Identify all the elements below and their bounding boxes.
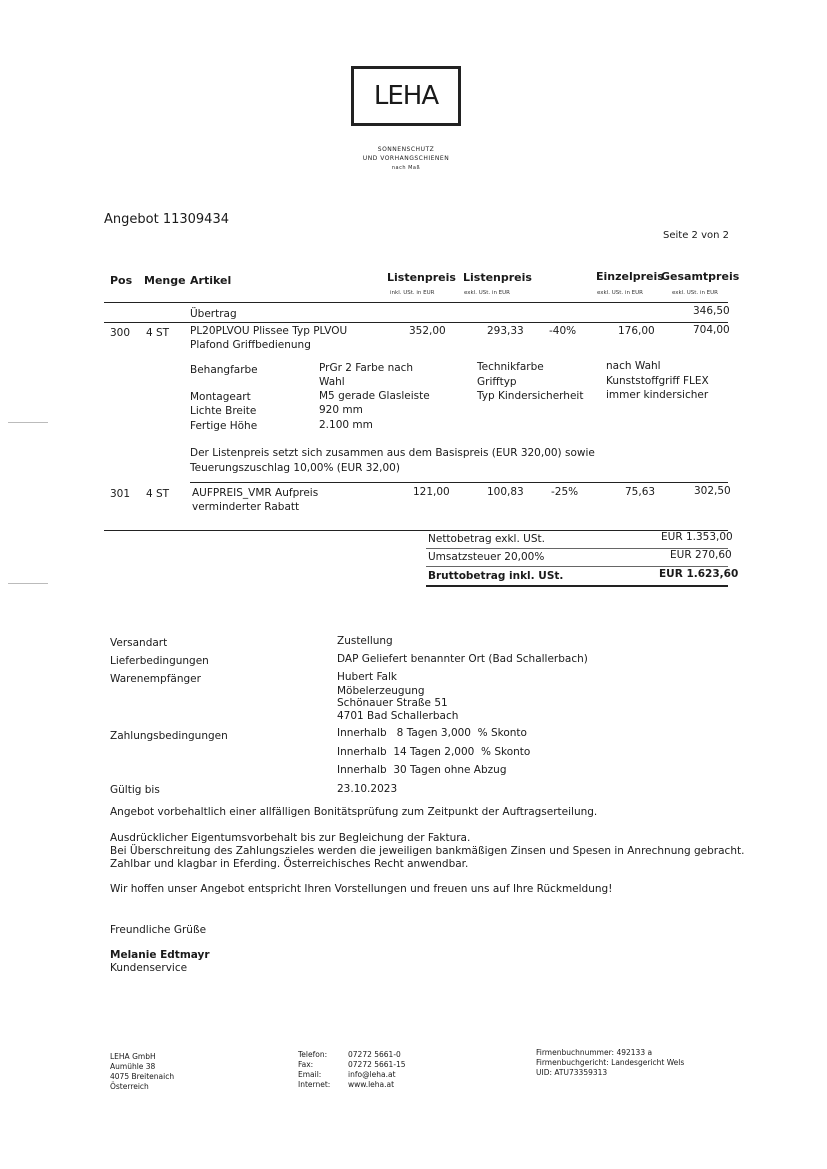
attr-value: 920 mm bbox=[319, 404, 363, 416]
footer-company-line: 4075 Breitenaich bbox=[110, 1072, 175, 1081]
empfaenger-line: Möbelerzeugung bbox=[337, 685, 425, 697]
header-divider bbox=[104, 302, 728, 303]
uebertrag-label: Übertrag bbox=[190, 308, 237, 320]
footer-company-line: Aumühle 38 bbox=[110, 1062, 156, 1071]
footer-register-line: Firmenbuchnummer: 492133 a bbox=[536, 1048, 653, 1057]
attr-label: Fertige Höhe bbox=[190, 420, 258, 432]
header-listenpreis-exkl-sub: exkl. USt. in EUR bbox=[464, 290, 511, 296]
item-rabatt: -40% bbox=[549, 325, 577, 337]
item-listenpreis-inkl: 121,00 bbox=[413, 486, 450, 498]
footer-contact-values bbox=[348, 1050, 406, 1090]
item-note-line2: Teuerungszuschlag 10,00% (EUR 32,00) bbox=[190, 462, 400, 474]
versandart-label: Versandart bbox=[110, 637, 168, 649]
item-listenpreis-exkl: 293,33 bbox=[487, 325, 524, 337]
header-artikel: Artikel bbox=[190, 274, 232, 287]
attr-label: Technikfarbe bbox=[477, 361, 544, 373]
footer-website: www.leha.at bbox=[348, 1080, 395, 1089]
fold-mark bbox=[8, 583, 48, 584]
item-gesamtpreis: 704,00 bbox=[693, 324, 730, 336]
attr-value: PrGr 2 Farbe nach bbox=[319, 362, 414, 374]
header-gesamtpreis-sub: exkl. USt. in EUR bbox=[672, 290, 719, 296]
footer-email: info@leha.at bbox=[348, 1070, 396, 1079]
page-info: Seite 2 von 2 bbox=[663, 230, 729, 241]
attr-label: Lichte Breite bbox=[190, 405, 257, 417]
attr-value: nach Wahl bbox=[606, 360, 661, 372]
brutto-value: EUR 1.623,60 bbox=[659, 568, 739, 580]
footer-fax: 07272 5661-15 bbox=[348, 1060, 406, 1069]
footer-company-line: LEHA GmbH bbox=[110, 1052, 156, 1061]
ust-value: EUR 270,60 bbox=[670, 549, 732, 561]
footer-company-line: Österreich bbox=[110, 1082, 149, 1091]
brutto-label: Bruttobetrag inkl. USt. bbox=[428, 570, 564, 582]
footer-contact-label: Internet: bbox=[298, 1080, 331, 1089]
attr-value: Kunststoffgriff FLEX bbox=[606, 375, 709, 387]
signer-department: Kundenservice bbox=[110, 962, 188, 974]
item-divider bbox=[190, 482, 728, 483]
attr-label: Typ Kindersicherheit bbox=[477, 390, 584, 402]
body-paragraph: Wir hoffen unser Angebot entspricht Ihren Vorstellungen und freuen uns auf Ihre Rückmeldung! bbox=[110, 883, 613, 895]
item-einzelpreis: 75,63 bbox=[625, 486, 656, 498]
item-listenpreis-exkl: 100,83 bbox=[487, 486, 524, 498]
totals-divider bbox=[426, 566, 728, 567]
item-pos: 300 bbox=[110, 327, 131, 339]
header-listenpreis-exkl: Listenpreis bbox=[463, 271, 532, 284]
fold-mark bbox=[8, 422, 48, 423]
footer-contact-label: Telefon: bbox=[298, 1050, 328, 1059]
netto-label: Nettobetrag exkl. USt. bbox=[428, 533, 545, 545]
gueltig-value: 23.10.2023 bbox=[337, 783, 398, 795]
item-artikel-line2: Plafond Griffbedienung bbox=[190, 339, 311, 351]
item-menge: 4 ST bbox=[146, 327, 170, 339]
logo-text: LEHA bbox=[373, 81, 439, 111]
attr-value: 2.100 mm bbox=[319, 419, 373, 431]
footer-contact-label: Email: bbox=[298, 1070, 322, 1079]
item-artikel-line1: AUFPREIS_VMR Aufpreis bbox=[192, 487, 319, 499]
logo-tagline-1: SONNENSCHUTZ bbox=[377, 146, 435, 153]
body-paragraph: Ausdrücklicher Eigentumsvorbehalt bis zur Begleichung der Faktura. bbox=[110, 832, 471, 844]
zahlung-line: Innerhalb 30 Tagen ohne Abzug bbox=[337, 764, 507, 776]
attr-value: Wahl bbox=[319, 376, 345, 388]
versandart-value: Zustellung bbox=[337, 635, 393, 647]
attr-value: immer kindersicher bbox=[606, 389, 709, 401]
footer-register-line: Firmenbuchgericht: Landesgericht Wels bbox=[536, 1058, 685, 1067]
gueltig-label: Gültig bis bbox=[110, 784, 160, 796]
empfaenger-line: Schönauer Straße 51 bbox=[337, 697, 448, 709]
document-title: Angebot 11309434 bbox=[104, 212, 229, 227]
header-listenpreis-inkl-sub: inkl. USt. in EUR bbox=[390, 290, 435, 296]
item-note-line1: Der Listenpreis setzt sich zusammen aus dem Basispreis (EUR 320,00) sowie bbox=[190, 447, 595, 459]
empfaenger-label: Warenempfänger bbox=[110, 673, 201, 685]
zahlung-label: Zahlungsbedingungen bbox=[110, 730, 228, 742]
attr-label: Behangfarbe bbox=[190, 364, 258, 376]
header-listenpreis-inkl: Listenpreis bbox=[387, 271, 456, 284]
item-gesamtpreis: 302,50 bbox=[694, 485, 731, 497]
header-pos: Pos bbox=[110, 274, 133, 287]
greeting: Freundliche Grüße bbox=[110, 924, 207, 936]
item-einzelpreis: 176,00 bbox=[618, 325, 655, 337]
signer-name: Melanie Edtmayr bbox=[110, 949, 210, 961]
header-menge: Menge bbox=[144, 274, 186, 287]
liefer-label: Lieferbedingungen bbox=[110, 655, 209, 667]
body-paragraph: Angebot vorbehaltlich einer allfälligen Bonitätsprüfung zum Zeitpunkt der Auftragserteilung. bbox=[110, 806, 598, 818]
footer-register-line: UID: ATU73359313 bbox=[536, 1068, 608, 1077]
footer-phone: 07272 5661-0 bbox=[348, 1050, 401, 1059]
header-einzelpreis-sub: exkl. USt. in EUR bbox=[597, 290, 644, 296]
attr-label: Grifftyp bbox=[477, 376, 517, 388]
footer-contact-label: Fax: bbox=[298, 1060, 314, 1069]
item-artikel-line1: PL20PLVOU Plissee Typ PLVOU bbox=[190, 325, 348, 337]
zahlung-line: Innerhalb 14 Tagen 2,000 % Skonto bbox=[337, 746, 531, 758]
zahlung-line: Innerhalb 8 Tagen 3,000 % Skonto bbox=[337, 727, 527, 739]
totals-double-line bbox=[426, 585, 728, 587]
uebertrag-divider bbox=[104, 322, 728, 323]
footer-company bbox=[110, 1052, 174, 1092]
item-listenpreis-inkl: 352,00 bbox=[409, 325, 446, 337]
logo-tagline-2: UND VORHANGSCHIENEN bbox=[362, 155, 450, 162]
body-paragraph: Zahlbar und klagbar in Eferding. Österreichisches Recht anwendbar. bbox=[110, 858, 469, 870]
item-menge: 4 ST bbox=[146, 488, 170, 500]
item-artikel-line2: verminderter Rabatt bbox=[192, 501, 300, 513]
attr-value: M5 gerade Glasleiste bbox=[319, 390, 430, 402]
header-gesamtpreis: Gesamtpreis bbox=[661, 270, 740, 283]
body-paragraph: Bei Überschreitung des Zahlungszieles werden die jeweiligen bankmäßigen Zinsen und Spesen in Anrechnung gebracht. bbox=[110, 845, 745, 857]
netto-value: EUR 1.353,00 bbox=[661, 531, 733, 543]
uebertrag-value: 346,50 bbox=[693, 305, 730, 317]
attr-label: Montageart bbox=[190, 391, 251, 403]
empfaenger-line: 4701 Bad Schallerbach bbox=[337, 710, 459, 722]
table-end-divider bbox=[104, 530, 728, 531]
header-einzelpreis: Einzelpreis bbox=[596, 270, 664, 283]
footer-register bbox=[536, 1048, 684, 1078]
item-rabatt: -25% bbox=[551, 486, 579, 498]
company-logo bbox=[351, 66, 461, 126]
item-pos: 301 bbox=[110, 488, 131, 500]
footer-contact-labels bbox=[298, 1050, 330, 1090]
liefer-value: DAP Geliefert benannter Ort (Bad Schallerbach) bbox=[337, 653, 588, 665]
logo-tagline-3: nach Maß bbox=[391, 165, 421, 171]
ust-label: Umsatzsteuer 20,00% bbox=[428, 551, 545, 563]
empfaenger-line: Hubert Falk bbox=[337, 671, 397, 683]
